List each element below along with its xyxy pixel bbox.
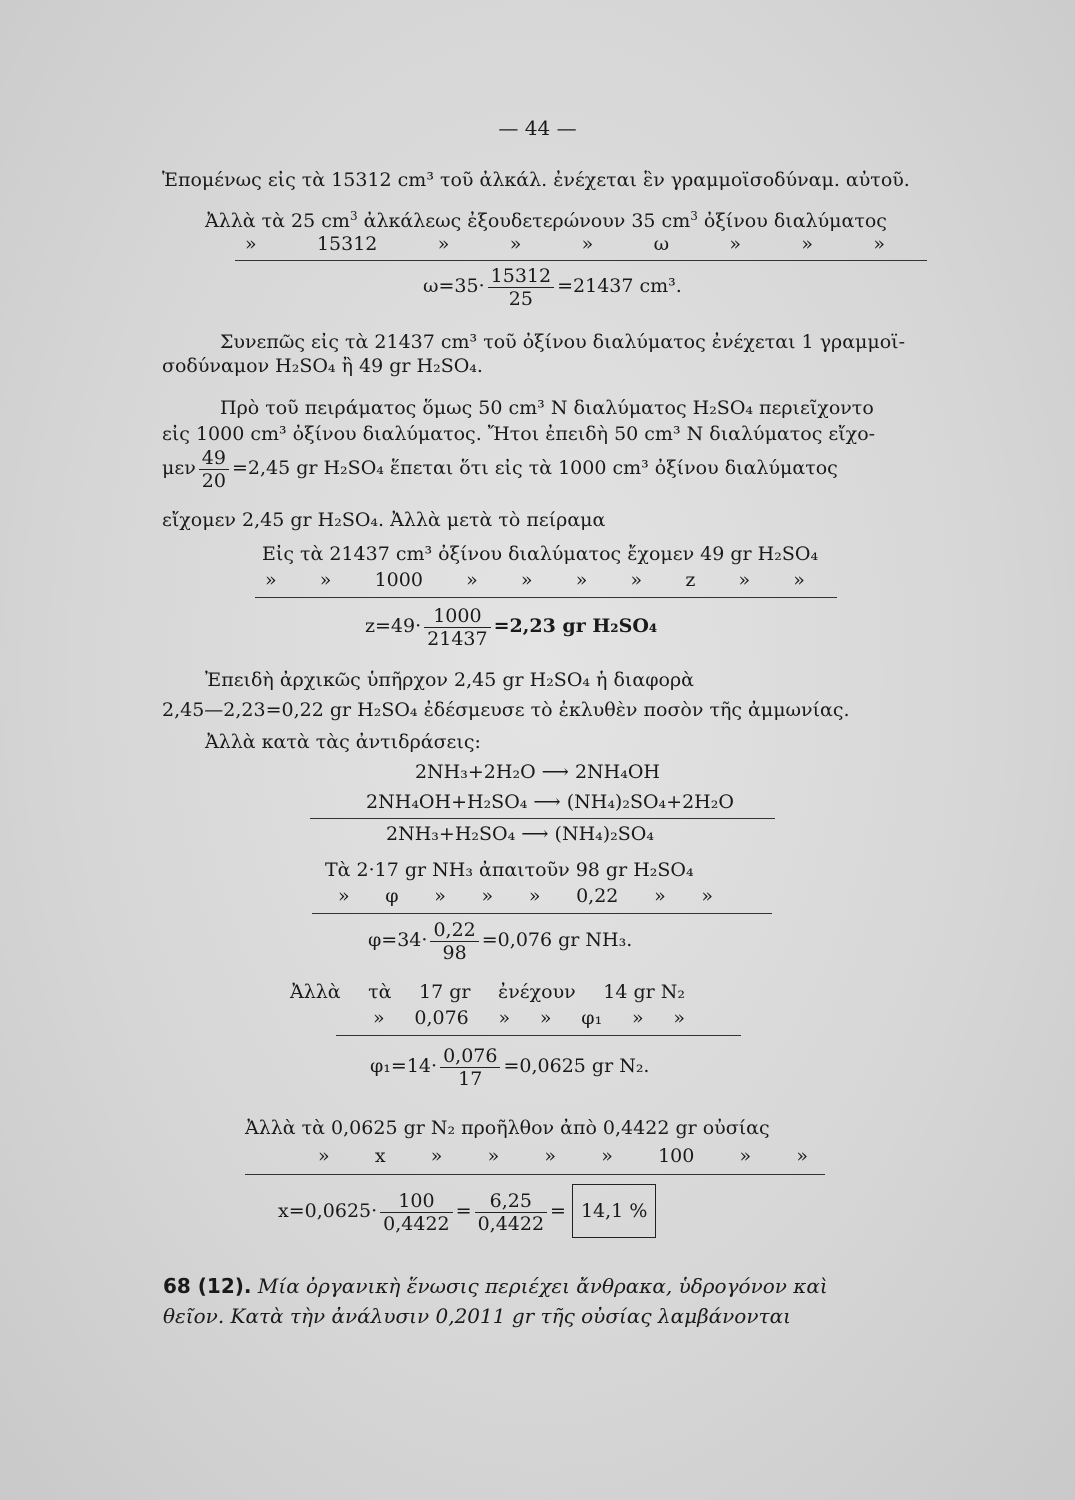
ratio-row: » x » » » » 100 » » [318,1145,808,1167]
text-line: Ἐπειδὴ ἀρχικῶς ὑπῆρχον 2,45 gr H₂SO₄ ἡ διαφορὰ [205,669,694,691]
problem-statement: 68 (12). Μία ὀργανικὴ ἕνωσις περιέχει ἄνθρακα, ὑδρογόνον καὶ [163,1274,828,1298]
text-line: Ἀλλὰ κατὰ τὰς ἀντιδράσεις: [205,731,481,753]
formula-omega: ω=35· $\frac{15312}{25}$ =21437 cm³. [423,264,682,310]
text-line: εἰς 1000 cm³ ὀξίνου διαλύματος. Ἤτοι ἐπειδὴ 50 cm³ N διαλύματος εἴχο- [162,423,876,445]
ratio-row: » 0,076 » » φ₁ » » [373,1007,685,1029]
text-line: 2,45—2,23=0,22 gr H₂SO₄ ἐδέσμευσε τὸ ἐκλυθὲν ποσὸν τῆς ἀμμωνίας. [162,699,850,721]
reaction-equation: 2NH₃+2H₂O ⟶ 2NH₄OH [414,761,661,783]
formula-line: μεν $\frac{49}{20}$ =2,45 gr H₂SO₄ ἕπεται ὅτι εἰς τὰ 1000 cm³ ὀξίνου διαλύματος [162,446,838,492]
problem-statement: θεῖον. Κατὰ τὴν ἀνάλυσιν 0,2011 gr τῆς οὐσίας λαμβάνονται [163,1304,791,1328]
ratio-row: » φ » » » 0,22 » » [338,885,713,907]
rule-line [245,1174,825,1175]
text-line: σοδύναμον H₂SO₄ ἢ 49 gr H₂SO₄. [162,355,483,377]
text-line: Πρὸ τοῦ πειράματος ὅμως 50 cm³ N διαλύματος H₂SO₄ περιεῖχοντο [220,397,874,419]
text-line: Ἑπομένως εἰς τὰ 15312 cm³ τοῦ ἀλκάλ. ἐνέχεται ἓν γραμμοϊσοδύναμ. αὐτοῦ. [162,169,910,191]
page-number: — 44 — [498,116,577,140]
result-box: 14,1 % [572,1184,656,1238]
text-line: Συνεπῶς εἰς τὰ 21437 cm³ τοῦ ὀξίνου διαλύματος ἐνέχεται 1 γραμμοϊ- [220,331,906,353]
ratio-row: » » 1000 » » » » z » » [265,569,805,591]
rule-line [235,260,927,261]
text-line: Τὰ 2·17 gr NH₃ ἀπαιτοῦν 98 gr H₂SO₄ [325,859,694,881]
rule-line [255,597,837,598]
formula-z: z=49· $\frac{1000}{21437}$ =2,23 gr H₂SO₄ [365,604,658,650]
formula-phi: φ=34· $\frac{0,22}{98}$ =0,076 gr NH₃. [368,918,633,964]
formula-x: x=0,0625· $\frac{100}{0,4422}$ = $\frac{6,25}{0,4422}$ = 14,1 % [278,1184,656,1238]
formula-phi1: φ₁=14· $\frac{0,076}{17}$ =0,0625 gr N₂. [370,1044,650,1090]
rule-line [310,818,775,819]
rule-line [336,1035,741,1036]
reaction-equation: 2NH₃+H₂SO₄ ⟶ (NH₄)₂SO₄ [386,823,654,845]
ratio-row: » 15312 » » » ω » » » [245,233,885,255]
reaction-equation: 2NH₄OH+H₂SO₄ ⟶ (NH₄)₂SO₄+2H₂O [366,791,734,813]
text-line: Ἀλλὰ τὰ 17 gr ἐνέχουν 14 gr N₂ [290,981,685,1003]
text-line: Ἀλλὰ τὰ 0,0625 gr N₂ προῆλθον ἀπὸ 0,4422 gr οὐσίας [245,1117,770,1139]
rule-line [312,913,772,914]
text-line: Ἀλλὰ τὰ 25 $cm^3$ ἀλκάλεως ἐξουδετερώνουν 35 $cm^3$ ὀξίνου διαλύματος [205,209,887,232]
text-line: εἴχομεν 2,45 gr H₂SO₄. Ἀλλὰ μετὰ τὸ πείραμα [162,509,606,531]
text-line: Εἰς τὰ 21437 cm³ ὀξίνου διαλύματος ἔχομεν 49 gr H₂SO₄ [262,543,819,565]
